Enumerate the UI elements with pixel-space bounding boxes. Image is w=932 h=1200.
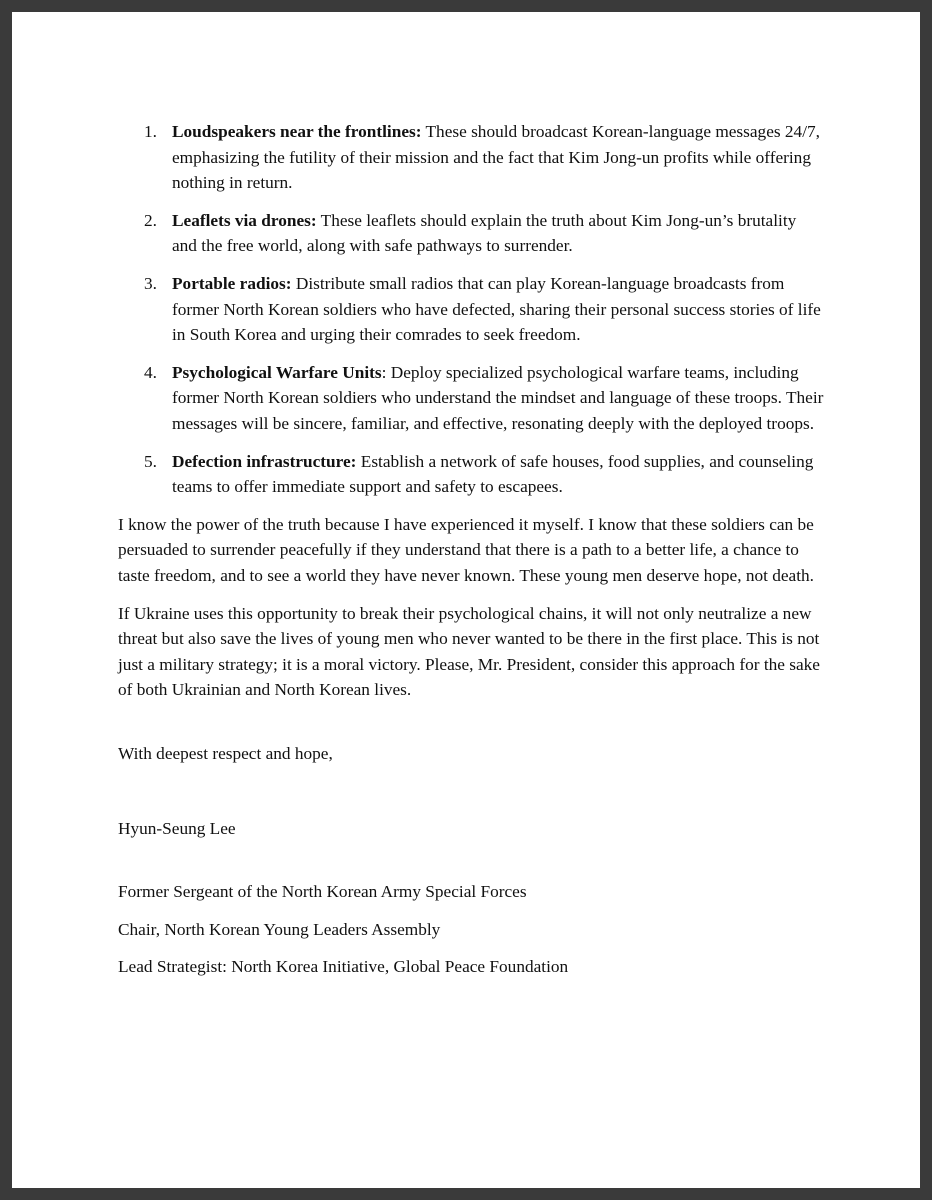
list-item-text: Establish a network of safe houses, food supplies, and counseling teams to offer immediate support and safety to escapees. bbox=[172, 451, 814, 497]
list-item-heading: Psychological Warfare Units bbox=[172, 362, 382, 382]
signature-title: Former Sergeant of the North Korean Army Special Forces bbox=[118, 882, 527, 902]
list-item-text: : Deploy specialized psychological warfare teams, including former North Korean soldiers who understand the mindset and language of these troops. Their messages will be sincere, familiar, and effective, resonating deeply with the deployed troops. bbox=[172, 362, 824, 433]
body-paragraph: If Ukraine uses this opportunity to break their psychological chains, it will not only neutralize a new threat but also save the lives of young men who never wanted to be there in the first place. This is not just a military strategy; it is a moral victory. Please, Mr. President, consider this approach for the sake of both Ukrainian and North Korean lives. bbox=[118, 603, 820, 700]
list-item-text: Distribute small radios that can play Korean-language broadcasts from former North Korean soldiers who have defected, sharing their personal success stories of life in South Korea and urging their comrades to seek freedom. bbox=[172, 273, 821, 345]
list-item-heading: Leaflets via drones: bbox=[172, 210, 317, 230]
body-paragraph: I know the power of the truth because I have experienced it myself. I know that these soldiers can be persuaded to surrender peacefully if they understand that there is a path to a better life, a chance to taste freedom, and to see a world they have never known. These young men deserve hope, not death. bbox=[118, 514, 814, 585]
closing-line: With deepest respect and hope, bbox=[118, 743, 333, 763]
document-page bbox=[12, 12, 920, 1188]
list-item-text: These leaflets should explain the truth about Kim Jong-un’s brutality and the free world, along with safe pathways to surrender. bbox=[172, 210, 797, 256]
list-item-heading: Loudspeakers near the frontlines: bbox=[172, 122, 422, 141]
list-number: 5. bbox=[144, 451, 157, 471]
letter-body bbox=[118, 119, 824, 980]
list-number: 1. bbox=[144, 122, 157, 141]
recommendation-list bbox=[118, 119, 824, 500]
list-item-heading: Portable radios: bbox=[172, 273, 292, 293]
signature-title: Lead Strategist: North Korea Initiative, Global Peace Foundation bbox=[118, 957, 569, 977]
list-number: 3. bbox=[144, 273, 157, 293]
list-item-heading: Defection infrastructure: bbox=[172, 451, 357, 471]
list-item bbox=[118, 449, 824, 500]
list-number: 2. bbox=[144, 210, 157, 230]
list-item bbox=[118, 271, 824, 348]
list-number: 4. bbox=[144, 362, 157, 382]
list-item bbox=[118, 208, 824, 259]
signature-name: Hyun-Seung Lee bbox=[118, 819, 236, 839]
list-item-text: These should broadcast Korean-language messages 24/7, emphasizing the futility of their mission and the fact that Kim Jong-un profits while offering nothing in return. bbox=[172, 122, 820, 193]
list-item bbox=[118, 360, 824, 437]
list-item bbox=[118, 119, 824, 196]
signature-title: Chair, North Korean Young Leaders Assembly bbox=[118, 919, 441, 939]
